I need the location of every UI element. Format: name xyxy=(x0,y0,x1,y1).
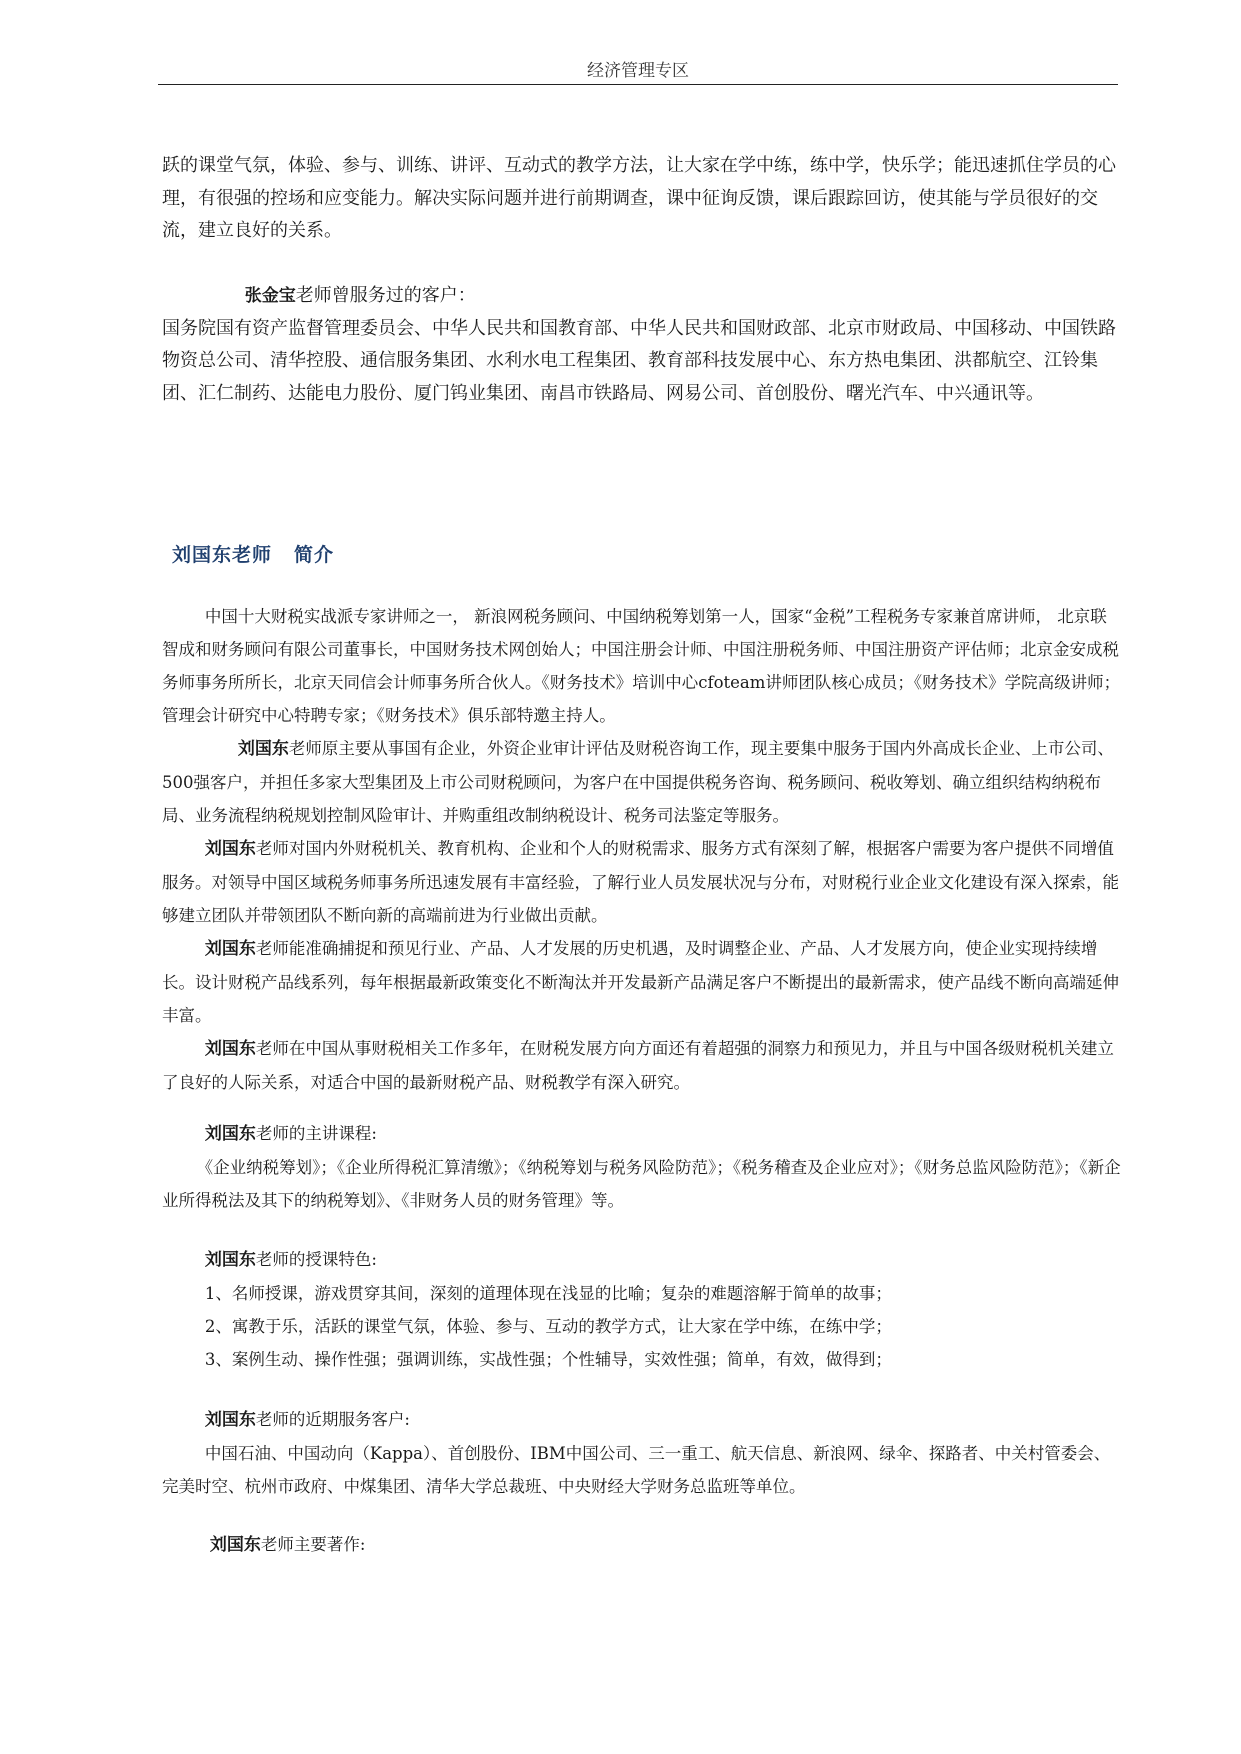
bio-name: 刘国东 xyxy=(237,739,289,759)
feature-item: 2、寓教于乐，活跃的课堂气氛，体验、参与、互动的教学方式，让大家在学中练，在练中学； xyxy=(204,1317,892,1336)
intro-block xyxy=(162,150,1122,248)
features-block xyxy=(162,1243,1122,1376)
bio-paragraph-3: 刘国东老师对国内外财税机关、教育机构、企业和个人的财税需求、服务方式有深刻了解，根据客户需要为客户提供不同增值服务。对领导中国区域税务师事务所迅速发展有丰富经验，了解行业人员发展状况与分布，对财税行业企业文化建设有深入探索，能够建立团队并带领团队不断向新的高端前进为行业做出贡献。 xyxy=(162,839,1119,925)
feature-item: 3、案例生动、操作性强；强调训练，实战性强；个性辅导，实效性强；简单，有效，做得到； xyxy=(204,1350,892,1369)
features-heading: 刘国东老师的授课特色: xyxy=(204,1250,377,1270)
zhang-clients-text: 国务院国有资产监督管理委员会、中华人民共和国教育部、中华人民共和国财政部、北京市财政局、中国移动、中国铁路物资总公司、清华控股、通信服务集团、水利水电工程集团、教育部科技发展中心、东方热电集团、洪都航空、江铃集团、汇仁制药、达能电力股份、厦门钨业集团、南昌市铁路局、网易公司、首创股份、曙光汽车、中兴通讯等。 xyxy=(162,317,1116,404)
bio-paragraph-5: 刘国东老师在中国从事财税相关工作多年，在财税发展方向方面还有着超强的洞察力和预见力，并且与中国各级财税机关建立了良好的人际关系，对适合中国的最新财税产品、财税教学有深入研究。 xyxy=(162,1039,1114,1092)
bio-name: 刘国东 xyxy=(204,839,256,859)
features-name: 刘国东 xyxy=(204,1250,256,1270)
zhang-clients-block xyxy=(162,280,1122,410)
bio-paragraph-4: 刘国东老师能准确捕捉和预见行业、产品、人才发展的历史机遇，及时调整企业、产品、人才发展方向，使企业实现持续增长。设计财税产品线系列，每年根据最新政策变化不断淘汰并开发最新产品满足客户不断提出的最新需求，使产品线不断向高端延伸丰富。 xyxy=(162,939,1119,1025)
zhang-clients-label: 老师曾服务过的客户： xyxy=(295,285,476,306)
bio-paragraph-1: 中国十大财税实战派专家讲师之一， 新浪网税务顾问、中国纳税筹划第一人，国家“金税”工程税务专家兼首席讲师， 北京联智成和财务顾问有限公司董事长，中国财务技术网创始人；中国注册会计师、中国注册税务师、中国注册资产评估师；北京金安成税务师事务所所长，北京天同信会计师事务所合伙人。《财务技术》培训中心cfoteam讲师团队核心成员；《财务技术》学院高级讲师；管理会计研究中心特聘专家；《财务技术》俱乐部特邀主持人。 xyxy=(162,607,1121,725)
intro-paragraph: 跃的课堂气氛，体验、参与、训练、讲评、互动式的教学方法，让大家在学中练，练中学，快乐学；能迅速抓住学员的心理，有很强的控场和应变能力。解决实际问题并进行前期调查，课中征询反馈，课后跟踪回访，使其能与学员很好的交流，建立良好的关系。 xyxy=(162,155,1116,241)
works-block xyxy=(162,1528,1122,1562)
courses-heading: 刘国东老师的主讲课程: xyxy=(204,1124,377,1144)
recent-clients-heading: 刘国东老师的近期服务客户: xyxy=(204,1410,410,1430)
bio-block xyxy=(162,600,1122,1099)
courses-block xyxy=(162,1117,1122,1217)
works-name: 刘国东 xyxy=(209,1535,261,1555)
courses-name: 刘国东 xyxy=(204,1124,256,1144)
bio-name: 刘国东 xyxy=(204,939,256,959)
bio-paragraph-2: 刘国东老师原主要从事国有企业，外资企业审计评估及财税咨询工作，现主要集中服务于国内外高成长企业、上市公司、500强客户，并担任多家大型集团及上市公司财税顾问，为客户在中国提供税务咨询、税务顾问、税收筹划、确立组织结构纳税布局、业务流程纳税规划控制风险审计、并购重组改制纳税设计、税务司法鉴定等服务。 xyxy=(162,739,1114,825)
works-heading: 刘国东老师主要著作: xyxy=(209,1535,366,1555)
section-title-suffix: 简介 xyxy=(294,544,335,566)
recent-clients-text: 中国石油、中国动向（Kappa）、首创股份、IBM中国公司、三一重工、航天信息、新浪网、绿伞、探路者、中关村管委会、完美时空、杭州市政府、中煤集团、清华大学总裁班、中央财经大学财务总监班等单位。 xyxy=(162,1444,1111,1496)
courses-text: 《企业纳税筹划》；《企业所得税汇算清缴》；《纳税筹划与税务风险防范》；《税务稽查及企业应对》；《财务总监风险防范》；《新企业所得税法及其下的纳税筹划》、《非财务人员的财务管理》等。 xyxy=(162,1158,1121,1210)
section-title xyxy=(172,540,334,567)
section-title-name: 刘国东老师 xyxy=(172,544,273,566)
bio-name: 刘国东 xyxy=(204,1039,256,1059)
recent-clients-block xyxy=(162,1403,1122,1503)
feature-item: 1、名师授课，游戏贯穿其间，深刻的道理体现在浅显的比喻；复杂的难题溶解于简单的故事； xyxy=(204,1284,892,1303)
page-header: 经济管理专区 xyxy=(587,61,689,81)
header-rule xyxy=(158,84,1118,85)
zhang-name: 张金宝 xyxy=(244,286,296,306)
recent-clients-name: 刘国东 xyxy=(204,1410,256,1430)
zhang-clients-heading xyxy=(162,280,1122,313)
